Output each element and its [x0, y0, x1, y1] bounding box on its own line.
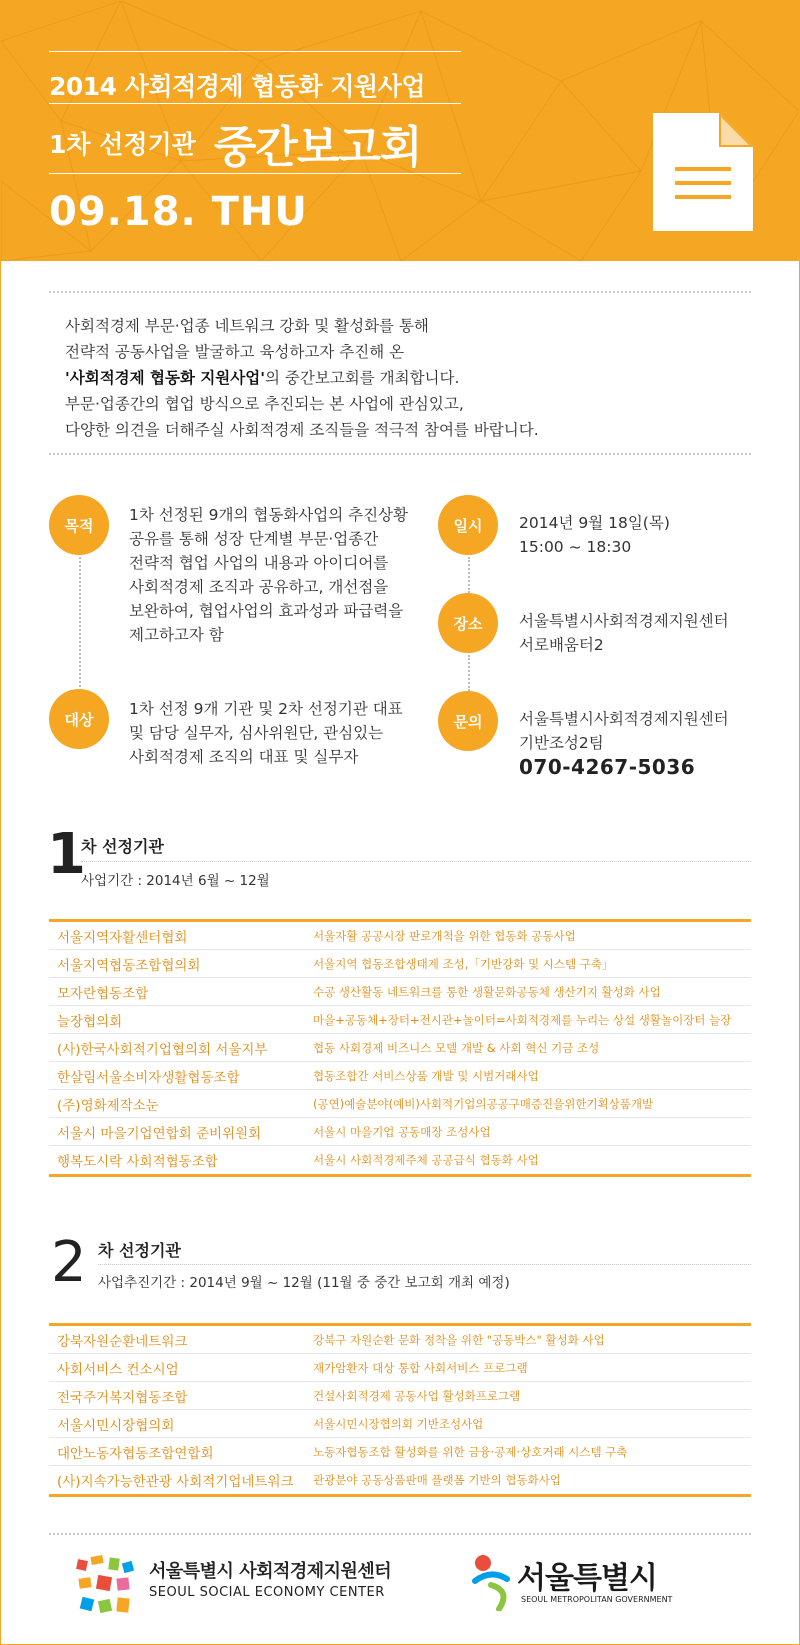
section1-number: 1: [47, 822, 86, 887]
datetime-line: 15:00 ~ 18:30: [519, 538, 632, 556]
intro-text: [65, 313, 745, 443]
header-title-line2: [49, 111, 421, 175]
intro-line: 전략적 공동사업을 발굴하고 육성하고자 추진해 온: [65, 343, 405, 361]
place-badge: 장소: [438, 593, 498, 653]
org-cell: 늘장협의회: [57, 1013, 123, 1030]
project-cell: 노동자협동조합 활성화를 위한 금융·공제·상호거래 시스템 구축: [313, 1444, 628, 1459]
contact-badge: 문의: [438, 691, 498, 751]
project-cell: 서울자활 공공시장 판로개척을 위한 협동화 공동사업: [313, 928, 576, 943]
table-row: [49, 1146, 751, 1174]
purpose-text: [129, 503, 419, 647]
table-row: [49, 1006, 751, 1034]
connector-dots: [468, 655, 470, 691]
document-icon: [653, 113, 753, 231]
org-cell: 대안노동자협동조합연합회: [57, 1445, 214, 1462]
datetime-line: 2014년 9월 18일(목): [519, 514, 670, 532]
project-cell: (공연)예술분야(예비)사회적기업의공공구매증진을위한기획상품개발: [313, 1096, 654, 1111]
sse-center-logo-icon: [75, 1554, 137, 1618]
project-cell: 서울시 마을기업 공동매장 조성사업: [313, 1124, 491, 1139]
target-line: 사회적경제 조직의 대표 및 실무자: [129, 748, 359, 766]
section1-period: 사업기간 : 2014년 6월 ~ 12월: [81, 873, 270, 889]
intro-line-rest: 의 중간보고회를 개최합니다.: [264, 369, 460, 387]
datetime-badge: 일시: [438, 495, 498, 555]
datetime-text: [519, 511, 670, 559]
org-cell: (사)지속가능한관광 사회적기업네트워크: [57, 1474, 294, 1490]
target-line: 및 담당 실무자, 심사위원단, 관심있는: [129, 724, 384, 742]
intro-line: 사회적경제 부문·업종 네트워크 강화 및 활성화를 통해: [65, 317, 429, 335]
header-title-big: 중간보고회: [213, 122, 422, 173]
table-row: [49, 950, 751, 978]
center-name: 서울특별시 사회적경제지원센터: [149, 1561, 392, 1582]
purpose-line: 공유를 통해 성장 단계별 부문·업종간: [129, 530, 379, 548]
purpose-line: 보완하여, 협업사업의 효과성과 파급력을: [129, 602, 404, 620]
purpose-line: 제고하고자 함: [129, 626, 224, 644]
section2-period: 사업추진기간 : 2014년 9월 ~ 12월 (11월 중 중간 보고회 개최 예정): [98, 1275, 510, 1291]
center-name-en: SEOUL SOCIAL ECONOMY CENTER: [149, 1585, 385, 1600]
divider: [49, 453, 751, 455]
project-cell: 서울시민시장협의회 기반조성사업: [313, 1416, 484, 1431]
section1-rule: [81, 861, 751, 862]
header-rule-top: [49, 51, 461, 52]
connector-dots: [468, 557, 470, 593]
org-cell: 서울시민시장협의회: [57, 1417, 175, 1434]
place-line: 서로배움터2: [519, 636, 604, 654]
table-row: [49, 1326, 751, 1354]
table-row: [49, 1118, 751, 1146]
org-cell: (주)영화제작소눈: [57, 1097, 159, 1114]
intro-line: [65, 365, 745, 391]
section2-number: 2: [51, 1230, 87, 1295]
place-text: [519, 609, 729, 657]
org-cell: 서울지역자활센터협회: [57, 929, 188, 946]
contact-line: 기반조성2팀: [519, 734, 604, 752]
section1-table: [49, 919, 751, 1177]
project-cell: 재가암환자 대상 통합 사회서비스 프로그램: [313, 1360, 528, 1375]
table-row: [49, 1062, 751, 1090]
footer-divider: [49, 1533, 751, 1535]
header-rule-bottom: [49, 173, 461, 174]
target-line: 1차 선정 9개 기관 및 2차 선정기관 대표: [129, 700, 403, 718]
event-date: 09.18. THU: [49, 189, 308, 235]
seoul-city-name: 서울특별시: [517, 1561, 657, 1596]
table-row: [49, 1382, 751, 1410]
contact-text: [519, 707, 729, 779]
target-badge: 대상: [49, 689, 109, 749]
intro-emphasis: '사회적경제 협동화 지원사업': [65, 369, 265, 387]
contact-phone: 070-4267-5036: [519, 755, 696, 779]
target-text: [129, 697, 419, 769]
header-banner: [1, 1, 799, 261]
org-cell: 서울시 마을기업연합회 준비위원회: [57, 1125, 262, 1142]
purpose-line: 사회적경제 조직과 공유하고, 개선점을: [129, 578, 389, 596]
section2-table: [49, 1323, 751, 1497]
purpose-badge: 목적: [49, 495, 109, 555]
table-row: [49, 1438, 751, 1466]
section2-rule: [98, 1264, 751, 1265]
org-cell: 강북자원순환네트워크: [57, 1333, 188, 1350]
project-cell: 서울지역 협동조합생태계 조성,「기반강화 및 시스템 구축」: [313, 956, 614, 971]
table-row: [49, 1034, 751, 1062]
project-cell: 서울시 사회적경제주체 공공급식 협동화 사업: [313, 1153, 539, 1167]
seoul-city-logo-icon: [471, 1551, 517, 1611]
divider: [49, 291, 751, 293]
project-cell: 협동조합간 서비스상품 개발 및 시범거래사업: [313, 1068, 539, 1083]
seoul-city-name-en: SEOUL METROPOLITAN GOVERNMENT: [521, 1595, 673, 1604]
table-row: [49, 922, 751, 950]
table-row: [49, 1354, 751, 1382]
header-rule-mid: [49, 103, 461, 104]
project-cell: 건설사회적경제 공동사업 활성화프로그램: [313, 1388, 521, 1403]
contact-line: 서울특별시사회적경제지원센터: [519, 710, 729, 728]
project-cell: 협동 사회경제 비즈니스 모델 개발 & 사회 혁신 기금 조성: [313, 1040, 600, 1055]
table-row: [49, 1090, 751, 1118]
purpose-line: 1차 선정된 9개의 협동화사업의 추진상황: [129, 506, 409, 524]
org-cell: (사)한국사회적기업협의회 서울지부: [57, 1041, 268, 1058]
org-cell: 한살림서울소비자생활협동조합: [57, 1069, 240, 1086]
section2-title: 차 선정기관: [98, 1241, 181, 1260]
table-row: [49, 1410, 751, 1438]
org-cell: 전국주거복지협동조합: [57, 1389, 188, 1406]
place-line: 서울특별시사회적경제지원센터: [519, 612, 729, 630]
org-cell: 행복도시락 사회적협동조합: [57, 1154, 218, 1170]
section1-title: 차 선정기관: [81, 837, 164, 856]
org-cell: 서울지역협동조합협의회: [57, 957, 201, 974]
table-row: [49, 978, 751, 1006]
connector-dots: [79, 557, 81, 687]
org-cell: 사회서비스 컨소시엄: [57, 1361, 179, 1378]
header-title-small: 1차 선정기관: [49, 130, 196, 159]
intro-line: 부문·업종간의 협업 방식으로 추진되는 본 사업에 관심있고,: [65, 395, 464, 413]
table-row: [49, 1466, 751, 1494]
org-cell: 모자란협동조합: [57, 985, 149, 1002]
purpose-line: 전략적 협업 사업의 내용과 아이디어를: [129, 554, 389, 572]
project-cell: 관광분야 공동상품판매 플랫폼 기반의 협동화사업: [313, 1473, 561, 1487]
intro-line: 다양한 의견을 더해주실 사회적경제 조직들을 적극적 참여를 바랍니다.: [65, 421, 539, 439]
project-cell: 마을+공동체+장터+전시관+놀이터=사회적경제를 누리는 상설 생활놀이장터 늘장: [313, 1012, 732, 1027]
project-cell: 강북구 자원순환 문화 정착을 위한 "공동박스" 활성화 사업: [313, 1332, 605, 1347]
project-cell: 수공 생산활동 네트워크를 통한 생활문화공동체 생산기지 활성화 사업: [313, 984, 661, 999]
header-title-line1: 2014 사회적경제 협동화 지원사업: [49, 72, 425, 101]
